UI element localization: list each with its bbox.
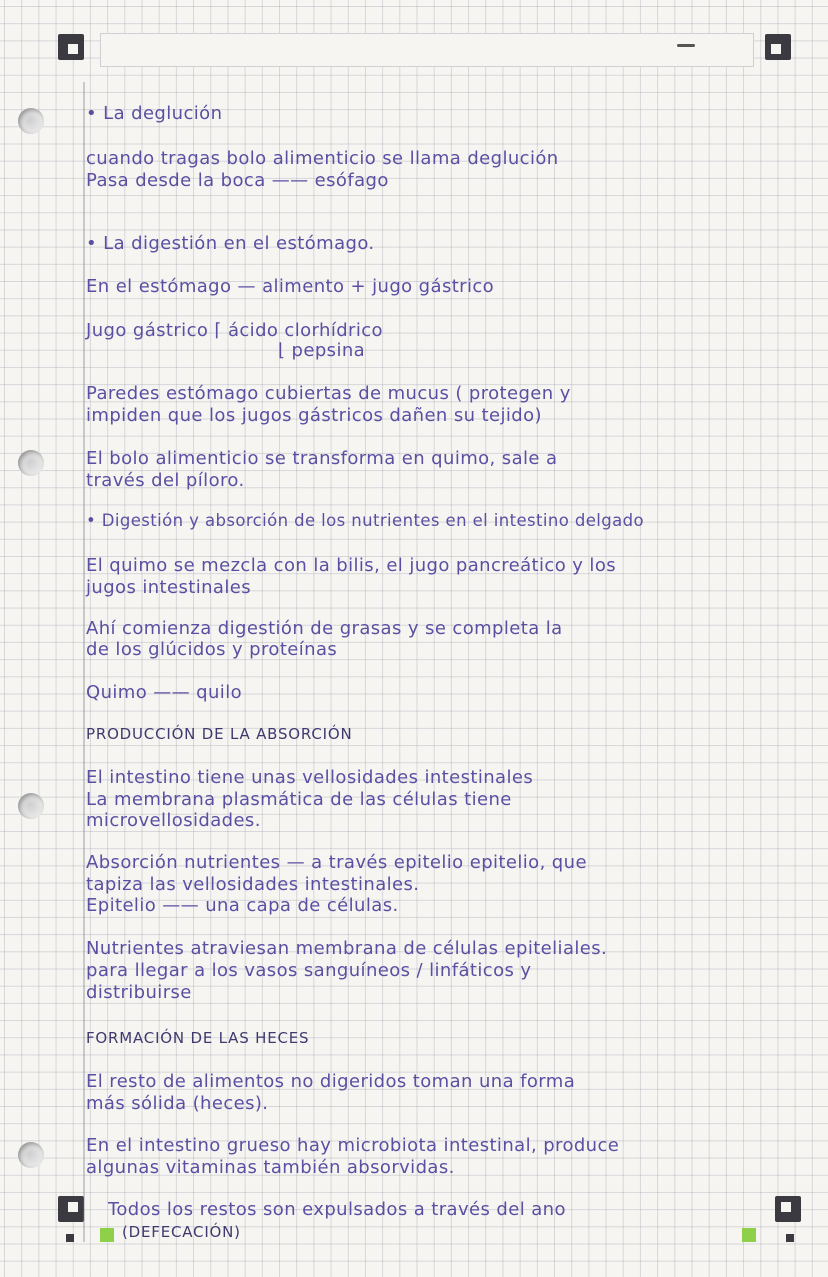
corner-marker-top-left-icon [58, 34, 84, 60]
green-square-left-icon [100, 1228, 114, 1242]
dot-marker-left-icon [66, 1234, 74, 1242]
note-line: La membrana plasmática de las células tiene [86, 789, 512, 810]
note-line: microvellosidades. [86, 810, 261, 831]
margin-line [83, 82, 85, 1242]
note-line: El resto de alimentos no digeridos toman una forma [86, 1071, 576, 1092]
note-line: • La deglución [86, 103, 223, 124]
header-dash-mark [677, 44, 695, 47]
note-line: En el estómago — alimento + jugo gástrico [86, 276, 495, 297]
note-line: El bolo alimenticio se transforma en quimo, sale a [86, 448, 558, 469]
note-line: • La digestión en el estómago. [86, 233, 375, 254]
note-line: Nutrientes atraviesan membrana de células epiteliales. [86, 938, 608, 959]
note-line: Epitelio —— una capa de células. [86, 895, 399, 916]
note-line: • Digestión y absorción de los nutrientes en el intestino delgado [86, 511, 645, 530]
corner-marker-top-right-icon [765, 34, 791, 60]
note-line: través del píloro. [86, 470, 245, 491]
note-line: más sólida (heces). [86, 1093, 269, 1114]
note-line: de los glúcidos y proteínas [86, 639, 338, 660]
note-line: Jugo gástrico ⌈ ácido clorhídrico [86, 320, 383, 341]
note-line: (DEFECACIÓN) [122, 1223, 241, 1241]
note-line: El quimo se mezcla con la bilis, el jugo pancreático y los [86, 555, 617, 576]
punch-hole-icon [18, 450, 44, 476]
punch-hole-icon [18, 1142, 44, 1168]
section-heading: PRODUCCIÓN DE LA ABSORCIÓN [86, 725, 353, 743]
note-line: Todos los restos son expulsados a través del ano [108, 1199, 566, 1220]
section-heading: FORMACIÓN DE LAS HECES [86, 1029, 310, 1047]
note-line: algunas vitaminas también absorvidas. [86, 1157, 455, 1178]
note-line: tapiza las vellosidades intestinales. [86, 874, 420, 895]
note-line: impiden que los jugos gástricos dañen su tejido) [86, 405, 542, 426]
note-line: Paredes estómago cubiertas de mucus ( protegen y [86, 383, 571, 404]
note-line: Ahí comienza digestión de grasas y se completa la [86, 618, 563, 639]
punch-hole-icon [18, 793, 44, 819]
note-line: Quimo —— quilo [86, 682, 243, 703]
note-line: Pasa desde la boca —— esófago [86, 170, 389, 191]
note-line: ⌊ pepsina [278, 340, 366, 361]
note-line: Absorción nutrientes — a través epitelio epitelio, que [86, 852, 587, 873]
header-band [100, 33, 754, 67]
punch-hole-icon [18, 108, 44, 134]
note-line: En el intestino grueso hay microbiota intestinal, produce [86, 1135, 620, 1156]
green-square-right-icon [742, 1228, 756, 1242]
dot-marker-right-icon [786, 1234, 794, 1242]
note-line: distribuirse [86, 982, 192, 1003]
note-line: jugos intestinales [86, 577, 252, 598]
corner-marker-bottom-left-icon [58, 1196, 84, 1222]
corner-marker-bottom-right-icon [775, 1196, 801, 1222]
note-line: El intestino tiene unas vellosidades intestinales [86, 767, 534, 788]
note-line: para llegar a los vasos sanguíneos / linfáticos y [86, 960, 532, 981]
note-line: cuando tragas bolo alimenticio se llama deglución [86, 148, 559, 169]
